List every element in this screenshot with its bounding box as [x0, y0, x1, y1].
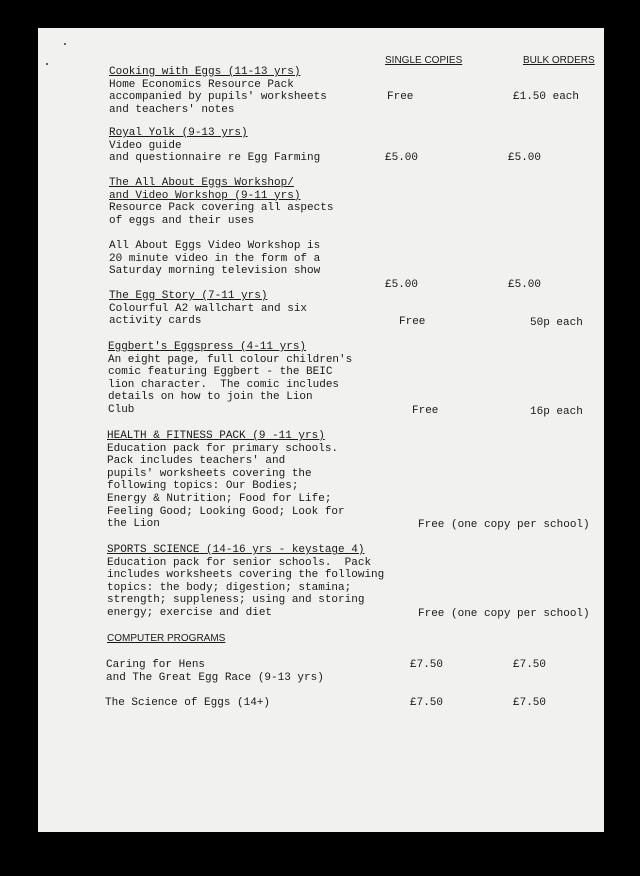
item-title: Royal Yolk (9-13 yrs)	[109, 127, 248, 139]
item-desc: accompanied by pupils' worksheets	[109, 91, 327, 104]
program-name: The Science of Eggs (14+)	[105, 697, 271, 709]
bulk-orders-header: BULK ORDERS	[523, 55, 595, 66]
item-desc: includes worksheets covering the following	[107, 569, 385, 582]
item-desc: details on how to join the Lion	[108, 391, 313, 404]
free-per-school: Free (one copy per school)	[418, 519, 590, 531]
bulk-price: 16p each	[530, 406, 583, 418]
item-desc: comic featuring Eggbert - the BEIC	[108, 366, 333, 379]
single-price: £5.00	[385, 279, 419, 291]
bulk-price: £7.50	[513, 697, 547, 709]
item-desc: and teachers' notes	[109, 103, 235, 116]
speck	[46, 63, 48, 65]
item-desc: activity cards	[109, 315, 202, 328]
single-price: £7.50	[410, 697, 444, 709]
item-desc: Education pack for primary schools.	[107, 442, 339, 455]
item-desc: topics: the body; digestion; stamina;	[107, 581, 352, 594]
single-price: £7.50	[410, 659, 444, 671]
item-desc: 20 minute video in the form of a	[109, 252, 321, 265]
item-desc: energy; exercise and diet	[107, 607, 273, 619]
item-desc: Home Economics Resource Pack	[109, 78, 294, 91]
program-name: Caring for Hens	[106, 659, 206, 671]
speck	[64, 43, 66, 45]
item-desc: of eggs and their uses	[109, 214, 255, 227]
item-desc: lion character. The comic includes	[108, 378, 340, 391]
item-title: Cooking with Eggs (11-13 yrs)	[109, 66, 301, 78]
program-name: and The Great Egg Race (9-13 yrs)	[106, 671, 324, 684]
item-desc: An eight page, full colour children's	[108, 353, 353, 366]
item-title: and Video Workshop (9-11 yrs)	[109, 189, 301, 202]
item-desc: Feeling Good; Looking Good; Look for	[107, 505, 345, 518]
item-title: SPORTS SCIENCE (14-16 yrs - keystage 4)	[107, 544, 365, 556]
item-desc: following topics: Our Bodies;	[107, 480, 299, 493]
item-title: The Egg Story (7-11 yrs)	[109, 290, 268, 302]
item-desc: Pack includes teachers' and	[107, 455, 286, 468]
free-per-school: Free (one copy per school)	[418, 608, 590, 620]
item-desc: and questionnaire re Egg Farming	[109, 152, 321, 165]
single-price: Free	[399, 316, 426, 328]
computer-programs-heading: COMPUTER PROGRAMS	[107, 633, 226, 644]
item-desc: Saturday morning television show	[109, 265, 321, 278]
item-desc: Resource Pack covering all aspects	[109, 202, 334, 215]
single-price: £5.00	[385, 152, 419, 165]
single-copies-header: SINGLE COPIES	[385, 55, 463, 66]
single-price: Free	[387, 91, 414, 104]
bulk-price: £5.00	[508, 279, 542, 291]
item-desc: pupils' worksheets covering the	[107, 467, 312, 480]
item-title: The All About Eggs Workshop/	[109, 177, 294, 189]
bulk-price: £5.00	[508, 152, 542, 165]
bulk-price: £1.50 each	[513, 91, 580, 104]
item-desc: Colourful A2 wallchart and six	[109, 302, 308, 315]
item-desc: Education pack for senior schools. Pack	[107, 556, 372, 569]
item-title: Eggbert's Eggspress (4-11 yrs)	[108, 341, 307, 353]
item-desc: strength; suppleness; using and storing	[107, 594, 365, 607]
item-desc: Energy & Nutrition; Food for Life;	[107, 493, 332, 505]
item-desc: Video guide	[109, 139, 182, 152]
bulk-price: £7.50	[513, 659, 547, 671]
document-page	[38, 28, 604, 832]
item-desc: Club	[108, 404, 135, 416]
single-price: Free	[412, 405, 439, 417]
bulk-price: 50p each	[530, 317, 583, 329]
item-desc: the Lion	[107, 518, 160, 531]
item-title: HEALTH & FITNESS PACK (9 -11 yrs)	[107, 430, 325, 442]
item-desc: All About Eggs Video Workshop is	[109, 240, 321, 252]
